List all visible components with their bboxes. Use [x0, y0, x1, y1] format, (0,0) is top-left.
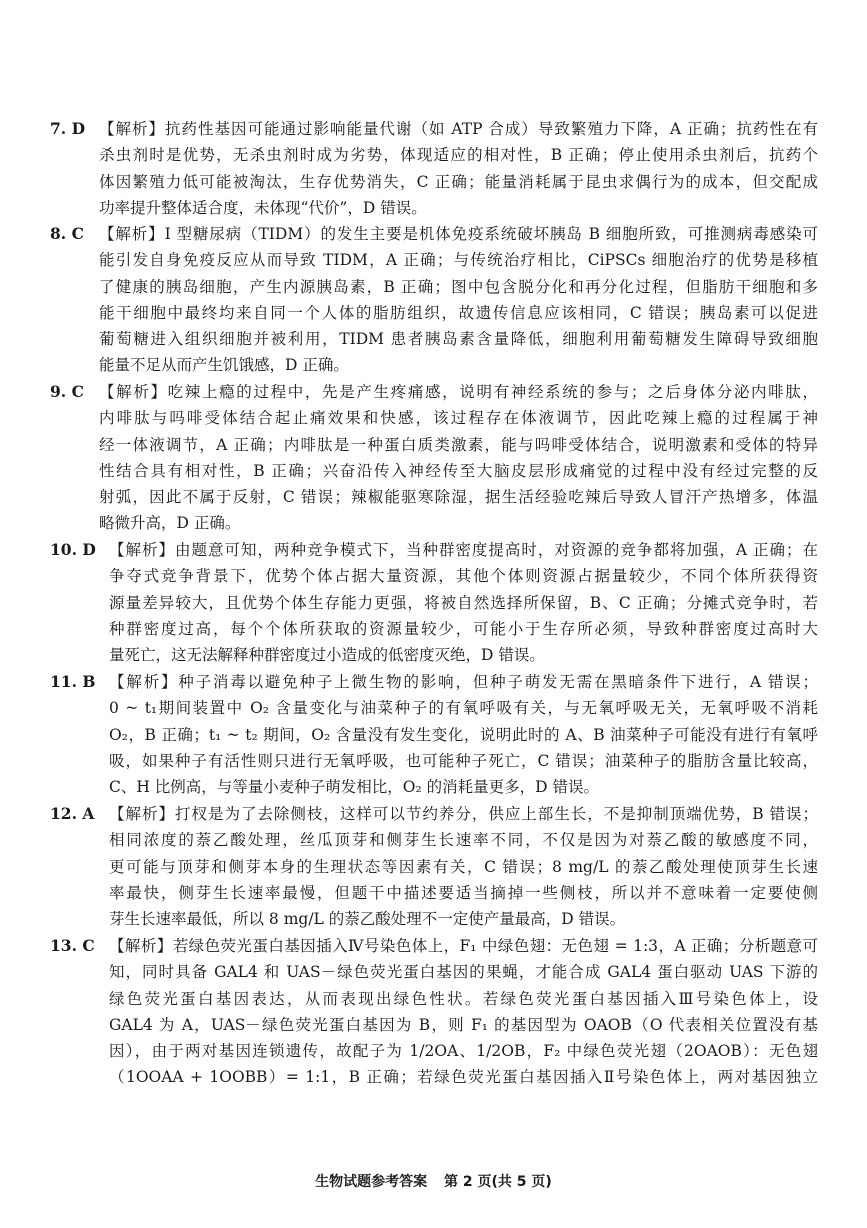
text-line: 知，同时具备 GAL4 和 UAS－绿色荧光蛋白基因的果蝇，才能合成 GAL4 蛋白驱动 UAS 下游的	[109, 963, 818, 982]
text-line: 体因繁殖力低可能被淘汰，生存优势消失，C 正确；能量消耗属于昆虫求偶行为的成本，但交配成	[99, 172, 818, 191]
text-line: 了健康的胰岛细胞，产生内源胰岛素，B 正确；图中包含脱分化和再分化过程，但脂肪干细胞和多	[99, 277, 818, 296]
text-line: C、H 比例高，与等量小麦种子萌发相比，O₂ 的消耗量更多，D 错误。	[109, 778, 600, 797]
text-line: 芽生长速率最低，所以 8 mg/L 的萘乙酸处理不一定使产量最高，D 错误。	[109, 910, 626, 929]
answer-item-10	[50, 537, 818, 668]
text-line: O₂，B 正确；t₁ ~ t₂ 期间，O₂ 含量没有发生变化，说明此时的 A、B 油菜种子可能没有进行有氧呼	[109, 725, 818, 744]
text-line: 略微升高，D 正确。	[99, 514, 241, 533]
text-line: 【解析】若绿色荧光蛋白基因插入Ⅳ号染色体上，F₁ 中绿色翅：无色翅 = 1:3，A 正确；分析题意可	[109, 937, 818, 955]
text-line: 功率提升整体适合度，未体现“代价”，D 错误。	[99, 198, 427, 217]
answer-item-8	[50, 221, 818, 379]
text-line: 吸，如果种子有活性则只进行无氧呼吸，也可能种子死亡，C 错误；油菜种子的脂肪含量比较高，	[109, 751, 818, 770]
question-number: 7. D	[50, 119, 86, 138]
text-line: 量死亡，这无法解释种群密度过小造成的低密度灭绝，D 错误。	[109, 646, 545, 665]
answer-item-11	[50, 669, 818, 800]
text-line: 【解析】I 型糖尿病（TIDM）的发生主要是机体免疫系统破坏胰岛 B 细胞所致，可推测病毒感染可	[99, 225, 818, 243]
text-line: 能引发自身免疫反应从而导致 TIDM，A 正确；与传统治疗相比，CiPSCs 细胞治疗的优势是移植	[99, 251, 818, 270]
text-line: （1OOAA + 1OOBB）= 1:1，B 正确；若绿色荧光蛋白基因插入Ⅱ号染色体上，两对基因独立	[109, 1068, 818, 1087]
question-number: 8. C	[50, 224, 84, 243]
question-number: 11. B	[50, 672, 96, 691]
answer-item-12	[50, 801, 818, 932]
question-number: 13. C	[50, 936, 95, 955]
answer-item-9	[50, 379, 818, 537]
question-number: 9. C	[50, 382, 84, 401]
answer-item-13	[50, 933, 818, 1091]
text-line: 性结合具有相对性，B 正确；兴奋沿传入神经传至大脑皮层形成痛觉的过程中没有经过完整的反	[99, 461, 818, 480]
text-line: 杀虫剂时是优势，无杀虫剂时成为劣势，体现适应的相对性，B 正确；停止使用杀虫剂后，抗药个	[99, 146, 818, 165]
text-line: 率最快，侧芽生长速率最慢，但题干中描述要适当摘掉一些侧枝，所以并不意味着一定要使侧	[109, 883, 818, 902]
text-line: 种群密度过高，每个个体所获取的资源量较少，可能小于生存所必须，导致种群密度过高时大	[109, 619, 818, 638]
question-number: 12. A	[50, 804, 95, 823]
text-line: 内啡肽与吗啡受体结合起止痛效果和快感，该过程存在体液调节，因此吃辣上瘾的过程属于神	[99, 409, 818, 428]
text-line: 因），由于两对基因连锁遗传，故配子为 1/2OA、1/2OB，F₂ 中绿色荧光翅（2OAOB）：无色翅	[109, 1042, 818, 1061]
footer-page-number: 第 2 页(共 5 页)	[444, 1174, 552, 1190]
text-line: 【解析】抗药性基因可能通过影响能量代谢（如 ATP 合成）导致繁殖力下降，A 正确；抗药性在有	[99, 120, 818, 138]
text-line: 葡萄糖进入组织细胞并被利用，TIDM 患者胰岛素含量降低，细胞利用葡萄糖发生障碍导致细胞	[99, 330, 818, 349]
question-number: 10. D	[50, 540, 96, 559]
text-line: 更可能与顶芽和侧芽本身的生理状态等因素有关，C 错误；8 mg/L 的萘乙酸处理使顶芽生长速	[109, 857, 818, 876]
text-line: 【解析】种子消毒以避免种子上微生物的影响，但种子萌发无需在黑暗条件下进行，A 错误；	[109, 673, 818, 691]
text-line: GAL4 为 A，UAS－绿色荧光蛋白基因为 B，则 F₁ 的基因型为 OAOB（O 代表相关位置没有基	[109, 1015, 818, 1034]
answer-item-7	[50, 116, 818, 221]
text-line: 能量不足从而产生饥饿感，D 正确。	[99, 356, 349, 375]
text-line: 源量差异较大，且优势个体生存能力更强，将被自然选择所保留，B、C 正确；分摊式竞争时，若	[109, 593, 818, 612]
text-line: 相同浓度的萘乙酸处理，丝瓜顶芽和侧芽生长速率不同，不仅是因为对萘乙酸的敏感度不同，	[109, 831, 818, 850]
text-line: 0 ~ t₁期间装置中 O₂ 含量变化与油菜种子的有氧呼吸有关，与无氧呼吸无关，无氧呼吸不消耗	[109, 699, 818, 718]
text-line: 能干细胞中最终均来自同一个人体的脂肪组织，故遗传信息应该相同，C 错误；胰岛素可以促进	[99, 303, 818, 322]
page-footer	[0, 1171, 867, 1191]
text-line: 争夺式竞争背景下，优势个体占据大量资源，其他个体则资源占据量较少，不同个体所获得资	[109, 567, 818, 586]
text-line: 【解析】由题意可知，两种竞争模式下，当种群密度提高时，对资源的竞争都将加强，A 正确；在	[109, 541, 818, 559]
text-line: 经一体液调节，A 正确；内啡肽是一种蛋白质类激素，能与吗啡受体结合，说明激素和受体的特异	[99, 435, 818, 454]
text-line: 射弧，因此不属于反射，C 错误；辣椒能驱寒除湿，据生活经验吃辣后导致人冒汗产热增多，体温	[99, 488, 818, 507]
text-line: 绿色荧光蛋白基因表达，从而表现出绿色性状。若绿色荧光蛋白基因插入Ⅲ号染色体上，设	[109, 989, 818, 1008]
text-line: 【解析】吃辣上瘾的过程中，先是产生疼痛感，说明有神经系统的参与；之后身体分泌内啡肽，	[99, 383, 818, 401]
footer-title: 生物试题参考答案	[315, 1174, 428, 1190]
text-line: 【解析】打杈是为了去除侧枝，这样可以节约养分，供应上部生长，不是抑制顶端优势，B 错误；	[109, 805, 818, 823]
